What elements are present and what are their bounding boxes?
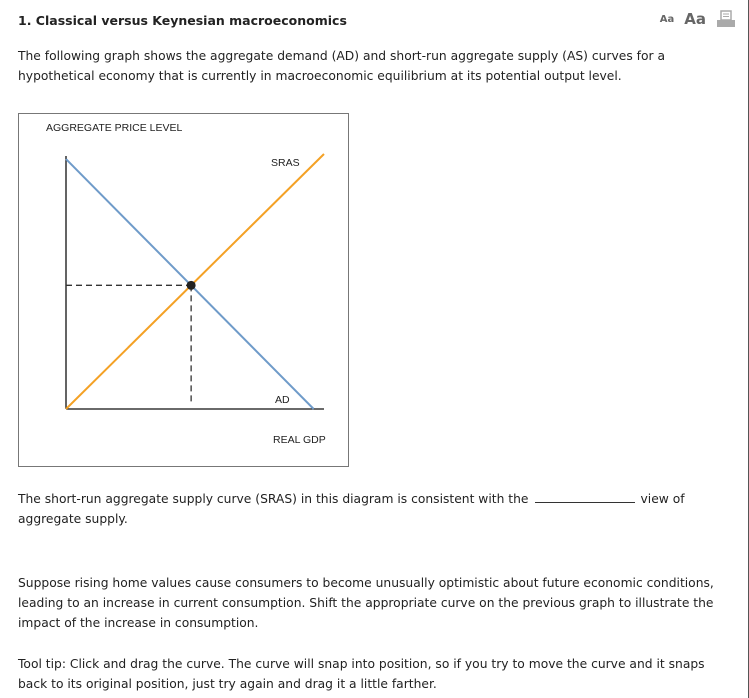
question-text-before: The short-run aggregate supply curve (SRAS) in this diagram is consistent with the [18,492,529,506]
ad-as-graph[interactable] [18,113,349,467]
sras-curve[interactable] [66,154,324,409]
intro-text: The following graph shows the aggregate demand (AD) and short-run aggregate supply (AS) curves for a hypothetical economy that is currently in macroeconomic equilibrium at its potential output level. [18,49,665,83]
chart-svg [19,114,350,468]
decrease-font-button[interactable]: Aa [659,13,675,25]
question-text-after: view of aggregate supply. [18,492,685,526]
sras-label: SRAS [271,157,300,169]
equilibrium-point [187,281,196,290]
printer-icon[interactable] [716,10,736,28]
question-sras-view [18,489,733,529]
question-title: 1. Classical versus Keynesian macroeconomics [18,13,347,28]
sras-view-dropdown[interactable] [535,490,635,503]
y-axis-label: AGGREGATE PRICE LEVEL [46,122,183,134]
scenario-text: Suppose rising home values cause consumers to become unusually optimistic about future economic conditions, leading to an increase in current consumption. Shift the appropriate curve on the previous graph to illustrate the impact of the increase in consumption. [18,576,714,630]
x-axis-label: REAL GDP [273,434,326,446]
tooltip-text: Tool tip: Click and drag the curve. The curve will snap into position, so if you try to move the curve and it snaps back to its original position, just try again and drag it a little farther. [18,657,705,691]
increase-font-button[interactable]: Aa [684,10,706,28]
toolbar [660,10,736,28]
ad-label: AD [275,394,290,406]
